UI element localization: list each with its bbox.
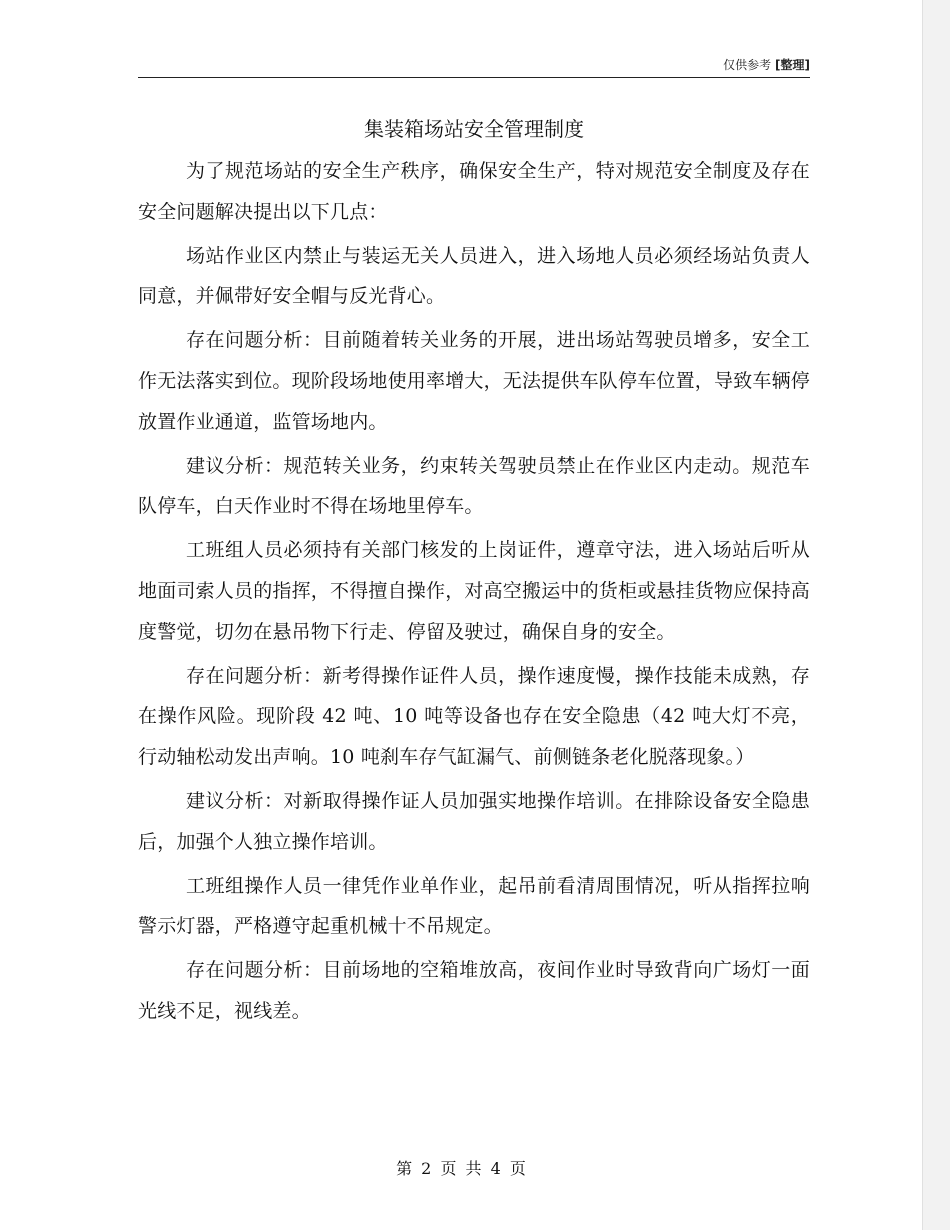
header-note-text: 仅供参考: [723, 58, 772, 72]
paragraph-9: 存在问题分析：目前场地的空箱堆放高，夜间作业时导致背向广场灯一面光线不足，视线差。: [138, 959, 810, 1022]
document-title: 集装箱场站安全管理制度: [364, 117, 584, 141]
paragraph-1: 为了规范场站的安全生产秩序，确保安全生产，特对规范安全制度及存在安全问题解决提出以下几点：: [138, 160, 810, 223]
paragraph-5: 工班组人员必须持有关部门核发的上岗证件，遵章守法，进入场站后听从地面司索人员的指挥，不得擅自操作，对高空搬运中的货柜或悬挂货物应保持高度警觉，切勿在悬吊物下行走、停留及驶过，确保自身的安全。: [138, 539, 811, 643]
header-note: [723, 56, 810, 73]
paragraph-8: 工班组操作人员一律凭作业单作业，起吊前看清周围情况，听从指挥拉响警示灯器，严格遵守起重机械十不吊规定。: [138, 874, 810, 938]
paragraph-3: 存在问题分析：目前随着转关业务的开展，进出场站驾驶员增多，安全工作无法落实到位。现阶段场地使用率增大，无法提供车队停车位置，导致车辆停放置作业通道，监管场地内。: [138, 329, 811, 433]
paragraph-7: 建议分析：对新取得操作证人员加强实地操作培训。在排除设备安全隐患后，加强个人独立操作培训。: [138, 789, 810, 853]
paragraph-6: 存在问题分析：新考得操作证件人员，操作速度慢，操作技能未成熟，存在操作风险。现阶段 42 吨、10 吨等设备也存在安全隐患（42 吨大灯不亮，行动轴松动发出声响。10 吨刹车存气缸漏气、前侧链条老化脱落现象。）: [138, 664, 810, 769]
page-number-footer: 第 2 页 共 4 页: [396, 1159, 526, 1178]
header-tag-text: [整理]: [775, 58, 810, 72]
document-body: [138, 112, 810, 1035]
paragraph-2: 场站作业区内禁止与装运无关人员进入，进入场地人员必须经场站负责人同意，并佩带好安全帽与反光背心。: [138, 244, 810, 308]
header-divider: [138, 77, 810, 78]
paragraph-4: 建议分析：规范转关业务，约束转关驾驶员禁止在作业区内走动。规范车队停车，白天作业时不得在场地里停车。: [138, 454, 810, 518]
